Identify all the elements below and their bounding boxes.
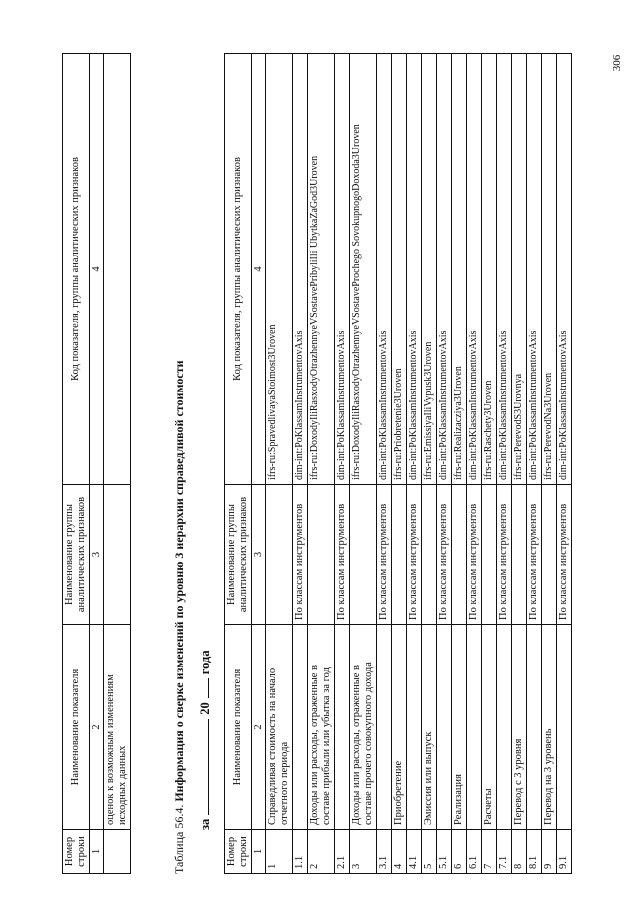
column-number-cell: 1 (252, 830, 266, 874)
row-number-cell: 6 (452, 830, 467, 874)
row-number-cell: 3 (350, 830, 377, 874)
group-name-cell (104, 485, 131, 625)
indicator-code-cell: dim-int:PoKlassamInstrumentovAxis (335, 54, 350, 485)
row-number-cell: 4.1 (407, 830, 422, 874)
group-name-cell: По классам инструментов (377, 485, 392, 625)
indicator-name-cell: Эмиссия или выпуск (422, 625, 437, 830)
period-number: 20 (198, 702, 212, 715)
table-row (512, 54, 527, 874)
indicator-code-cell: dim-int:PoKlassamInstrumentovAxis (437, 54, 452, 485)
indicator-name-cell: Реализация (452, 625, 467, 830)
header-cell: Наименование показателя (63, 625, 90, 830)
table-row (452, 54, 467, 874)
row-number-cell: 1 (266, 830, 293, 874)
group-name-cell (266, 485, 293, 625)
period-blank (198, 719, 209, 815)
table-row (467, 54, 482, 874)
table-row (497, 54, 512, 874)
indicator-name-cell (293, 625, 308, 830)
indicator-code-cell: ifrs-ru:EmissiyaIliVypusk3Uroven (422, 54, 437, 485)
column-number-cell: 2 (90, 625, 104, 830)
indicator-name-cell (377, 625, 392, 830)
table-title-text: Информация о сверке изменений по уровню 3 иерархии справедливой стоимости (172, 360, 186, 802)
column-number-cell: 2 (252, 625, 266, 830)
group-name-cell: По классам инструментов (557, 485, 572, 625)
indicator-code-cell: dim-int:PoKlassamInstrumentovAxis (407, 54, 422, 485)
indicator-name-cell: Расчеты (482, 625, 497, 830)
header-cell: Наименование группы аналитических признаков (63, 485, 90, 625)
group-name-cell (542, 485, 557, 625)
table-row (104, 54, 131, 874)
indicator-code-cell: dim-int:PoKlassamInstrumentovAxis (377, 54, 392, 485)
column-number-cell: 4 (252, 54, 266, 485)
column-number-row (252, 54, 266, 874)
indicator-name-cell: Доходы или расходы, отраженные в составе прочего совокупного дохода (350, 625, 377, 830)
indicator-code-cell: dim-int:PoKlassamInstrumentovAxis (293, 54, 308, 485)
header-cell: Номер строки (63, 830, 90, 874)
group-name-cell (422, 485, 437, 625)
row-number-cell: 4 (392, 830, 407, 874)
table-row (437, 54, 452, 874)
indicator-code-cell: ifrs-ru:DoxodyIliRasxodyOtrazhennyeVSostaveProchego SovokupnogoDoxoda3Uroven (350, 54, 377, 485)
row-number-cell: 9 (542, 830, 557, 874)
indicator-code-cell: ifrs-ru:Priobretenie3Uroven (392, 54, 407, 485)
indicator-name-cell (557, 625, 572, 830)
period-blank (198, 678, 209, 698)
period-suffix: года (198, 650, 212, 675)
indicator-name-cell (335, 625, 350, 830)
page-number: 306 (611, 54, 623, 72)
row-number-cell: 1.1 (293, 830, 308, 874)
indicator-code-cell (104, 54, 131, 485)
header-cell: Наименование группы аналитических признаков (225, 485, 252, 625)
table-row (392, 54, 407, 874)
indicator-code-cell: ifrs-ru:Realizacziya3Uroven (452, 54, 467, 485)
group-name-cell: По классам инструментов (497, 485, 512, 625)
row-number-cell: 5 (422, 830, 437, 874)
period-prefix: за (198, 818, 212, 830)
header-row (63, 54, 90, 874)
table-row (482, 54, 497, 874)
indicator-name-cell: Доходы или расходы, отраженные в составе прибыли или убытка за год (308, 625, 335, 830)
group-name-cell (452, 485, 467, 625)
period-line (198, 650, 213, 830)
table-row (335, 54, 350, 874)
table-row (266, 54, 293, 874)
indicator-name-cell (497, 625, 512, 830)
row-number-cell: 7.1 (497, 830, 512, 874)
group-name-cell (308, 485, 335, 625)
table-row (308, 54, 335, 874)
indicator-name-cell: Перевод с 3 уровня (512, 625, 527, 830)
rotated-page-content (50, 42, 620, 882)
row-number-cell: 6.1 (467, 830, 482, 874)
table-row (422, 54, 437, 874)
indicator-name-cell: Справедливая стоимость на начало отчетного периода (266, 625, 293, 830)
group-name-cell: По классам инструментов (335, 485, 350, 625)
group-name-cell: По классам инструментов (467, 485, 482, 625)
header-row (225, 54, 252, 874)
group-name-cell (512, 485, 527, 625)
indicator-name-cell (527, 625, 542, 830)
column-number-cell: 1 (90, 830, 104, 874)
row-number-cell: 8.1 (527, 830, 542, 874)
indicator-name-cell (437, 625, 452, 830)
top-table (62, 53, 131, 874)
indicator-code-cell: ifrs-ru:DoxodyIliRasxodyOtrazhennyeVSostavePribyliIli UbytkaZaGod3Uroven (308, 54, 335, 485)
indicator-name-cell (467, 625, 482, 830)
main-table (224, 53, 572, 874)
header-cell: Код показателя, группы аналитических признаков (63, 54, 90, 485)
indicator-name-cell (407, 625, 422, 830)
row-number-cell: 5.1 (437, 830, 452, 874)
table-row (527, 54, 542, 874)
group-name-cell: По классам инструментов (437, 485, 452, 625)
indicator-name-cell: оценок к возможным изменениям исходных данных (104, 625, 131, 830)
indicator-name-cell: Приобретение (392, 625, 407, 830)
table-title (172, 54, 187, 874)
row-number-cell: 2.1 (335, 830, 350, 874)
row-number-cell: 2 (308, 830, 335, 874)
header-cell: Номер строки (225, 830, 252, 874)
indicator-code-cell: ifrs-ru:SpravedlivayaStoimost3Uroven (266, 54, 293, 485)
row-number-cell: 8 (512, 830, 527, 874)
table-row (350, 54, 377, 874)
column-number-cell: 3 (252, 485, 266, 625)
row-number-cell (104, 830, 131, 874)
table-row (407, 54, 422, 874)
indicator-name-cell: Перевод на 3 уровень (542, 625, 557, 830)
column-number-cell: 4 (90, 54, 104, 485)
table-row (557, 54, 572, 874)
header-cell: Код показателя, группы аналитических признаков (225, 54, 252, 485)
table-row (293, 54, 308, 874)
indicator-code-cell: ifrs-ru:PerevodNa3Uroven (542, 54, 557, 485)
row-number-cell: 3.1 (377, 830, 392, 874)
indicator-code-cell: ifrs-ru:Raschety3Uroven (482, 54, 497, 485)
indicator-code-cell: dim-int:PoKlassamInstrumentovAxis (527, 54, 542, 485)
group-name-cell: По классам инструментов (527, 485, 542, 625)
indicator-code-cell: dim-int:PoKlassamInstrumentovAxis (467, 54, 482, 485)
group-name-cell: По классам инструментов (293, 485, 308, 625)
indicator-code-cell: ifrs-ru:PerevodS3Urovnya (512, 54, 527, 485)
column-number-cell: 3 (90, 485, 104, 625)
indicator-code-cell: dim-int:PoKlassamInstrumentovAxis (497, 54, 512, 485)
table-title-prefix: Таблица 56.4. (172, 804, 186, 874)
indicator-code-cell: dim-int:PoKlassamInstrumentovAxis (557, 54, 572, 485)
column-number-row (90, 54, 104, 874)
row-number-cell: 7 (482, 830, 497, 874)
group-name-cell (392, 485, 407, 625)
table-row (377, 54, 392, 874)
group-name-cell: По классам инструментов (407, 485, 422, 625)
header-cell: Наименование показателя (225, 625, 252, 830)
group-name-cell (350, 485, 377, 625)
table-row (542, 54, 557, 874)
group-name-cell (482, 485, 497, 625)
row-number-cell: 9.1 (557, 830, 572, 874)
